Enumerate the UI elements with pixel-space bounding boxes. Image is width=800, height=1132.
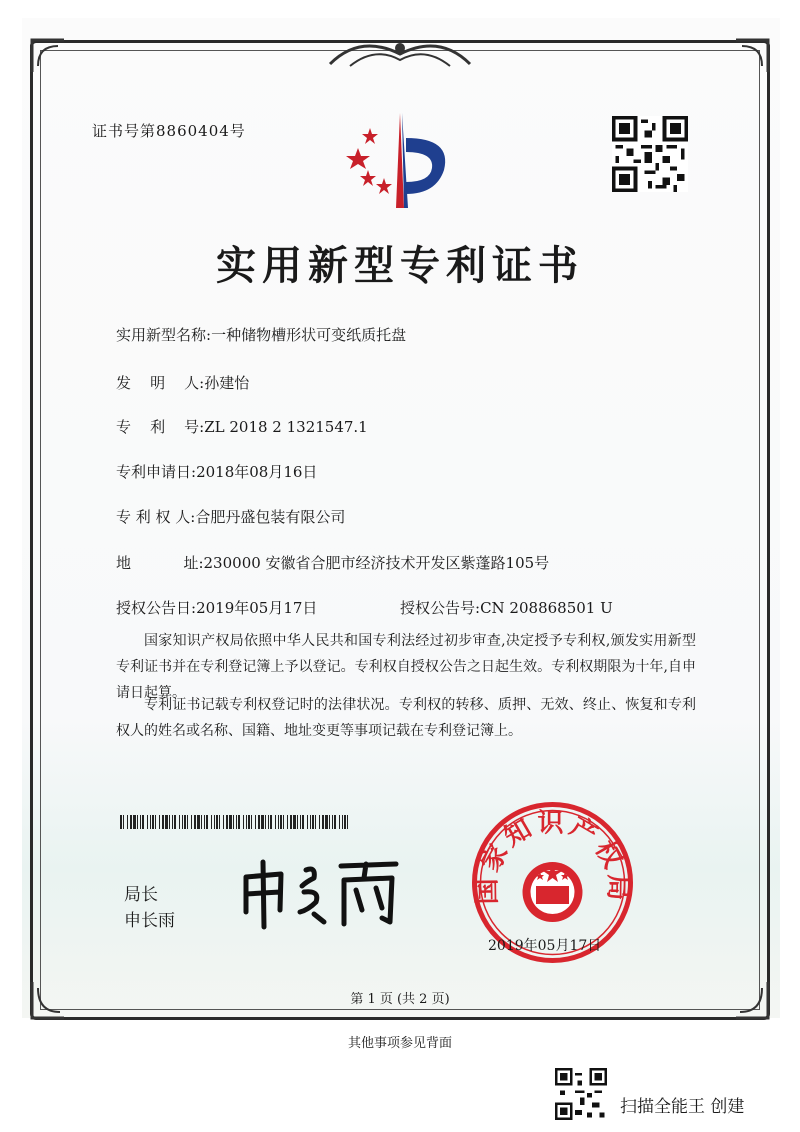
- field-label: 实用新型名称:: [116, 326, 212, 344]
- top-ornament-icon: [320, 34, 480, 74]
- certificate-title: 实用新型专利证书: [216, 243, 584, 289]
- field-grant-number: [400, 597, 613, 618]
- field-utility-model-name: [116, 324, 406, 345]
- director-title: 局长: [124, 885, 158, 905]
- field-filing-date: [116, 461, 317, 482]
- field-label: 授权公告号:: [400, 599, 481, 617]
- barcode-icon: [120, 815, 350, 829]
- field-inventor: [116, 372, 249, 393]
- legal-status-paragraph: 专利证书记载专利权登记时的法律状况。专利权的转移、质押、无效、终止、恢复和专利权人的姓名或名称、国籍、地址变更等事项记载在专利登记簿上。: [116, 697, 696, 739]
- corner-ornament-icon: [28, 36, 68, 76]
- field-value: 一种储物槽形状可变纸质托盘: [211, 326, 407, 344]
- field-address: [116, 552, 549, 573]
- field-value: ZL 2018 2 1321547.1: [204, 418, 368, 436]
- field-label: 专 利 号:: [116, 418, 205, 436]
- field-label: 发 明 人:: [116, 374, 205, 392]
- field-patentee: [116, 506, 345, 527]
- scanner-qr-code-icon: [555, 1068, 607, 1120]
- field-value: 孙建怡: [204, 374, 250, 392]
- grant-statement-paragraph: 国家知识产权局依照中华人民共和国专利法经过初步审查,决定授予专利权,颁发实用新型专利证书并在专利登记簿上予以登记。专利权自授权公告之日起生效。专利权期限为十年,自申请日起算。: [116, 633, 696, 701]
- field-value: 2019年05月17日: [196, 599, 318, 617]
- field-label: 专利申请日:: [116, 463, 197, 481]
- field-value: 合肥丹盛包装有限公司: [195, 508, 346, 526]
- field-patent-number: [116, 416, 368, 437]
- field-label: 授权公告日:: [116, 599, 197, 617]
- field-value: CN 208868501 U: [480, 599, 613, 617]
- svg-text:国家知识产权局: 国家知识产权局: [472, 808, 633, 905]
- certificate-number: 证书号第8860404号: [92, 122, 246, 140]
- director-signature-icon: [236, 852, 406, 932]
- seal-date: 2019年05月17日: [488, 938, 602, 954]
- corner-ornament-icon: [732, 36, 772, 76]
- director-name: 申长雨: [124, 911, 175, 931]
- field-value: 230000 安徽省合肥市经济技术开发区紫蓬路105号: [203, 554, 550, 572]
- page-number: 第 1 页 (共 2 页): [350, 992, 450, 1007]
- qr-code-icon: [612, 116, 688, 192]
- field-value: 2018年08月16日: [196, 463, 318, 481]
- patent-office-logo-icon: [340, 108, 460, 213]
- field-label: 专 利 权 人:: [116, 508, 196, 526]
- scanner-watermark-text: 扫描全能王 创建: [620, 1097, 745, 1117]
- back-note: 其他事项参见背面: [347, 1036, 452, 1051]
- field-grant-date: [116, 597, 317, 618]
- field-label: 地 址:: [116, 554, 204, 572]
